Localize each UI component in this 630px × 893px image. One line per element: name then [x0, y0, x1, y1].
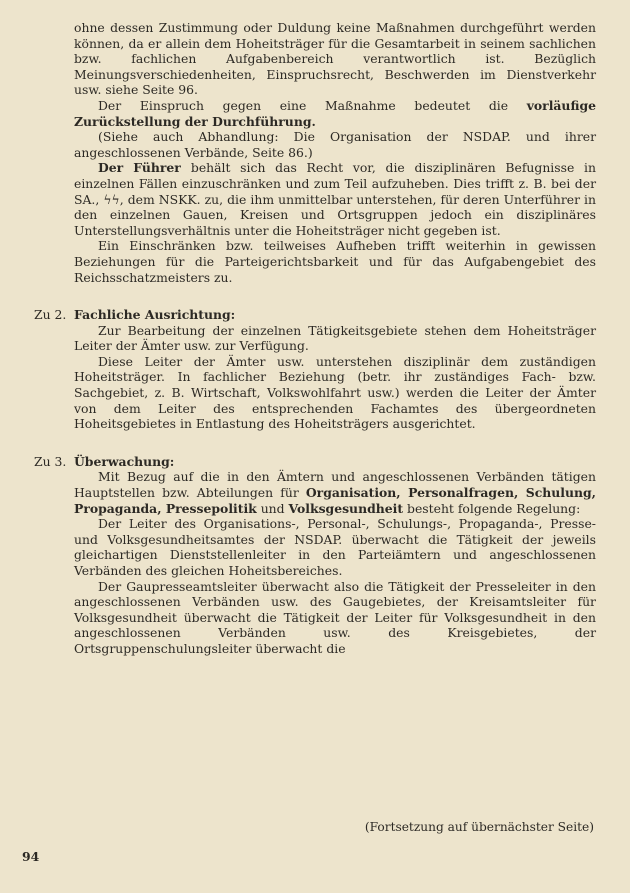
section-3-paragraph-1-text-1: Mit Bezug auf die in den Ämtern und angeschlossenen Verbänden tätigen Hauptstellen bzw. Abteilungen für	[74, 469, 596, 501]
section-3-paragraph-1-text-3: besteht folgende Regelung:	[403, 500, 581, 516]
intro-paragraph-1	[34, 20, 596, 98]
section-3-paragraph-1-emphasis-1: Organisation, Personalfragen, Schulung, Propaganda, Pressepolitik	[74, 485, 596, 516]
intro-paragraph-4-text-2: , dem NSKK. zu, die ihm unmittelbar unterstehen, für deren Unterführer in den einzelnen Gauen, Kreisen und Ortsgruppen jedoch ein disziplinäres Unterstellungsverhältnis unter die Hoheitsträger nicht gegeben ist.	[74, 191, 596, 238]
intro-paragraph-5: Ein Einschränken bzw. teilweises Aufheben trifft weiterhin in gewissen Beziehungen für die Parteigerichtsbarkeit und für das Aufgabengebiet des Reichsschatzmeisters zu.	[74, 238, 596, 285]
section-3-number: Zu 3.	[34, 453, 67, 469]
section-2-paragraph-1: Zur Bearbeitung der einzelnen Tätigkeitsgebiete stehen dem Hoheitsträger Leiter der Ämter usw. zur Verfügung.	[74, 322, 596, 354]
section-2-paragraph-2: Diese Leiter der Ämter usw. unterstehen disziplinär dem zuständigen Hoheitsträger. In fachlicher Beziehung (betr. ihr zuständiges Fach- bzw. Sachgebiet, z. B. Wirtschaft, Volkswohlfahrt usw.) werden die Leiter der Ämter von dem Leiter des entsprechenden Fachamtes des übergeordneten Hoheitsgebietes in Entlastung des Hoheitsträgers ausgerichtet.	[74, 353, 596, 432]
intro-paragraph-4-text-1: behält sich das Recht vor, die disziplinären Befugnisse in einzelnen Fällen einzuschränken und zum Teil aufzuheben. Dies trifft z. B. bei der SA.,	[74, 160, 596, 207]
section-2-heading	[34, 307, 596, 323]
section-3-title: Überwachung:	[74, 453, 175, 469]
body-text	[34, 20, 596, 657]
intro-paragraph-4-emphasis: Der Führer	[98, 160, 191, 176]
intro-block	[34, 98, 596, 285]
continuation-note: (Fortsetzung auf übernächster Seite)	[364, 820, 594, 834]
section-3-paragraph-3: Der Gaupresseamtsleiter überwacht also die Tätigkeit der Presseleiter in den angeschlossenen Verbänden usw. des Gaugebietes, der Kreisamtsleiter für Volksgesundheit überwacht die Tätigkeit der Leiter für Volksgesundheit in den angeschlossenen Verbänden usw. des Kreisgebietes, der Ortsgruppenschulungsleiter überwacht die	[74, 578, 596, 656]
section-3-paragraph-1-text-2: und	[256, 500, 289, 516]
section-3-paragraph-1	[74, 469, 596, 516]
section-3-heading	[34, 454, 596, 470]
section-3-block	[34, 469, 596, 656]
section-3-paragraph-2: Der Leiter des Organisations-, Personal-, Schulungs-, Propaganda-, Presse- und Volksgesundheitsamtes der NSDAP. überwacht die Tätigkeit der jeweils gleichartigen Dienststellenleiter in den Parteiämtern und angeschlossenen Verbänden des gleichen Hoheitsbereiches.	[74, 516, 596, 578]
intro-paragraph-2-text: Der Einspruch gegen eine Maßnahme bedeutet die	[98, 97, 527, 113]
intro-paragraph-3: (Siehe auch Abhandlung: Die Organisation der NSDAP. und ihrer angeschlossenen Verbände, Seite 86.)	[74, 129, 596, 160]
ss-rune-glyph: ϟϟ	[103, 191, 120, 207]
intro-paragraph-2	[74, 98, 596, 129]
section-3-paragraph-1-emphasis-2: Volksgesundheit	[288, 500, 404, 516]
section-2-block	[34, 323, 596, 432]
intro-paragraph-4	[74, 160, 596, 238]
intro-paragraph-2-emphasis: vorläufige Zurückstellung der Durchführung.	[74, 97, 596, 129]
page-number: 94	[22, 849, 40, 864]
intro-paragraph-1-text: ohne dessen Zustimmung oder Duldung keine Maßnahmen durchgeführt werden können, da er allein dem Hoheitsträger für die Gesamtarbeit in seinem sachlichen bzw. fachlichen Aufgabenbereich verantwortlich ist. Bezüglich Meinungsverschiedenheiten, Einspruchsrecht, Beschwerden im Dienstverkehr usw. siehe Seite 96.	[74, 20, 596, 98]
section-2-number: Zu 2.	[34, 307, 67, 323]
section-2-title: Fachliche Ausrichtung:	[74, 307, 236, 323]
